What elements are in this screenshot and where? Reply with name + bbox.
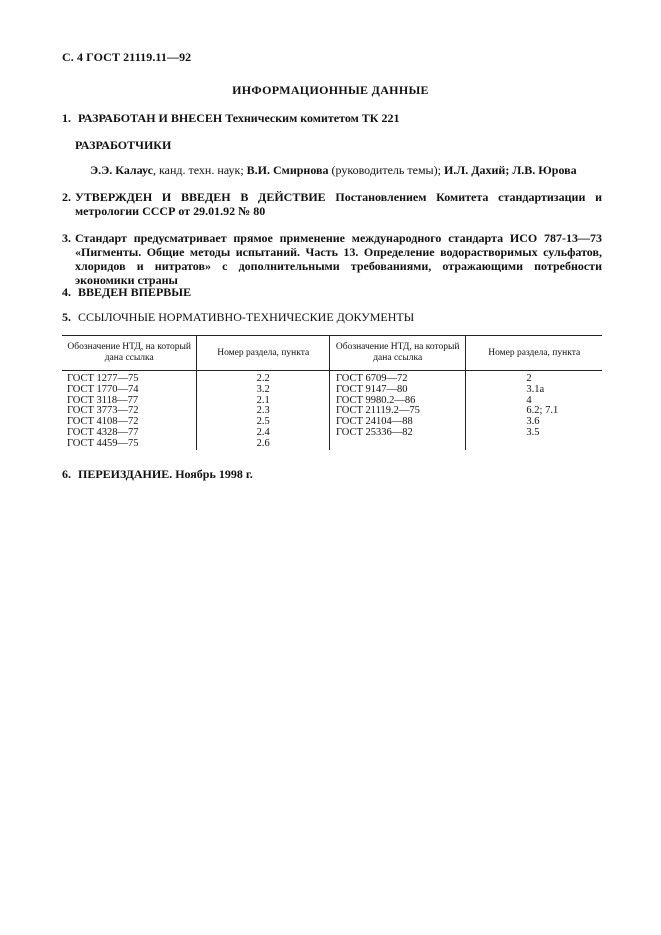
developer-name: И.Л. Дахий [443,163,506,177]
section-heading: ПЕРЕИЗДАНИЕ. Ноябрь 1998 г. [78,467,253,481]
section-ref: 2.4 [256,426,270,438]
developers-list [90,163,610,177]
section-ref: 2 [526,373,532,384]
section-ref: 2.3 [256,405,270,417]
section-heading: РАЗРАБОТАН И ВНЕСЕН [78,111,223,125]
section-number: 6. [62,467,71,481]
header-section-left: Номер раздела, пункта [197,336,330,371]
section-paragraph [62,190,602,218]
developer-name: Л.В. Юрова [512,163,577,177]
developer-note: (руководитель темы); [328,163,444,177]
doc-designation: ГОСТ 9980.2—86 [336,394,416,406]
section-ref: 2.6 [256,437,270,449]
section-number: 2. [62,190,71,204]
section-number: 3. [62,231,71,245]
left-doc-list [62,371,197,450]
section-number: 4. [62,285,71,299]
doc-designation: ГОСТ 25336—82 [336,426,413,438]
developer-name: Э.Э. Калаус [90,163,154,177]
section-1 [62,111,602,125]
section-heading: УТВЕРЖДЕН И ВВЕДЕН В ДЕЙСТВИЕ [75,190,326,204]
referenced-documents-table [62,335,602,450]
doc-designation: ГОСТ 3773—72 [67,405,139,417]
header-section-right: Номер раздела, пункта [466,336,602,371]
section-heading: ССЫЛОЧНЫЕ НОРМАТИВНО-ТЕХНИЧЕСКИЕ ДОКУМЕНТЫ [78,310,415,324]
doc-designation: ГОСТ 21119.2—75 [336,405,420,417]
section-ref: 4 [526,394,532,406]
section-text: Техническим комитетом ТК 221 [222,111,400,125]
section-ref: 2.2 [256,373,270,384]
doc-designation: ГОСТ 24104—88 [336,416,413,428]
section-heading: ВВЕДЕН ВПЕРВЫЕ [78,285,192,299]
developers-heading: РАЗРАБОТЧИКИ [75,138,172,152]
section-text: Стандарт предусматривает прямое применение международного стандарта ИСО 787-13—73 «Пигменты. Общие методы испытаний. Часть 13. Определение водорастворимых сульфатов, хлоридов и нитратов» с дополнительными требованиями, отражающими потребности экономики страны [75,231,602,287]
section-text: Постановлением Комитета стандартизации и метрологии СССР от 29.01.92 № 80 [75,190,603,218]
doc-designation: ГОСТ 1277—75 [67,373,139,384]
section-ref: 2.1 [256,394,270,406]
page-header: С. 4 ГОСТ 21119.11—92 [62,50,192,64]
section-ref: 6.2; 7.1 [526,405,559,417]
doc-designation: ГОСТ 4328—77 [67,426,139,438]
section-2 [62,190,602,218]
header-ntd-left: Обозначение НТД, на который дана ссылка [62,336,197,371]
developer-note: ; [505,163,513,177]
doc-designation: ГОСТ 9147—80 [336,383,408,395]
table-body-row [62,371,602,450]
section-number: 1. [62,111,71,125]
right-section-list [466,371,602,450]
doc-designation: ГОСТ 4459—75 [67,437,139,449]
header-ntd-right: Обозначение НТД, на который дана ссылка [330,336,466,371]
developer-note: , канд. техн. наук; [153,163,247,177]
document-title: ИНФОРМАЦИОННЫЕ ДАННЫЕ [232,83,429,97]
section-ref: 3.1а [526,383,545,395]
developer-name: В.И. Смирнова [246,163,329,177]
section-3 [62,231,602,287]
section-ref: 3.5 [526,426,540,438]
section-6 [62,467,602,481]
doc-designation: ГОСТ 3118—77 [67,394,139,406]
doc-designation: ГОСТ 1770—74 [67,383,139,395]
doc-designation: ГОСТ 4108—72 [67,416,139,428]
section-number: 5. [62,310,71,324]
left-section-list [197,371,330,450]
right-doc-list [330,371,466,450]
section-5 [62,310,602,324]
section-ref: 3.6 [526,416,540,428]
section-paragraph [62,231,602,287]
section-4 [62,285,602,299]
doc-designation: ГОСТ 6709—72 [336,373,408,384]
table-header-row [62,336,602,371]
section-ref: 3.2 [256,383,270,395]
section-ref: 2.5 [256,416,270,428]
